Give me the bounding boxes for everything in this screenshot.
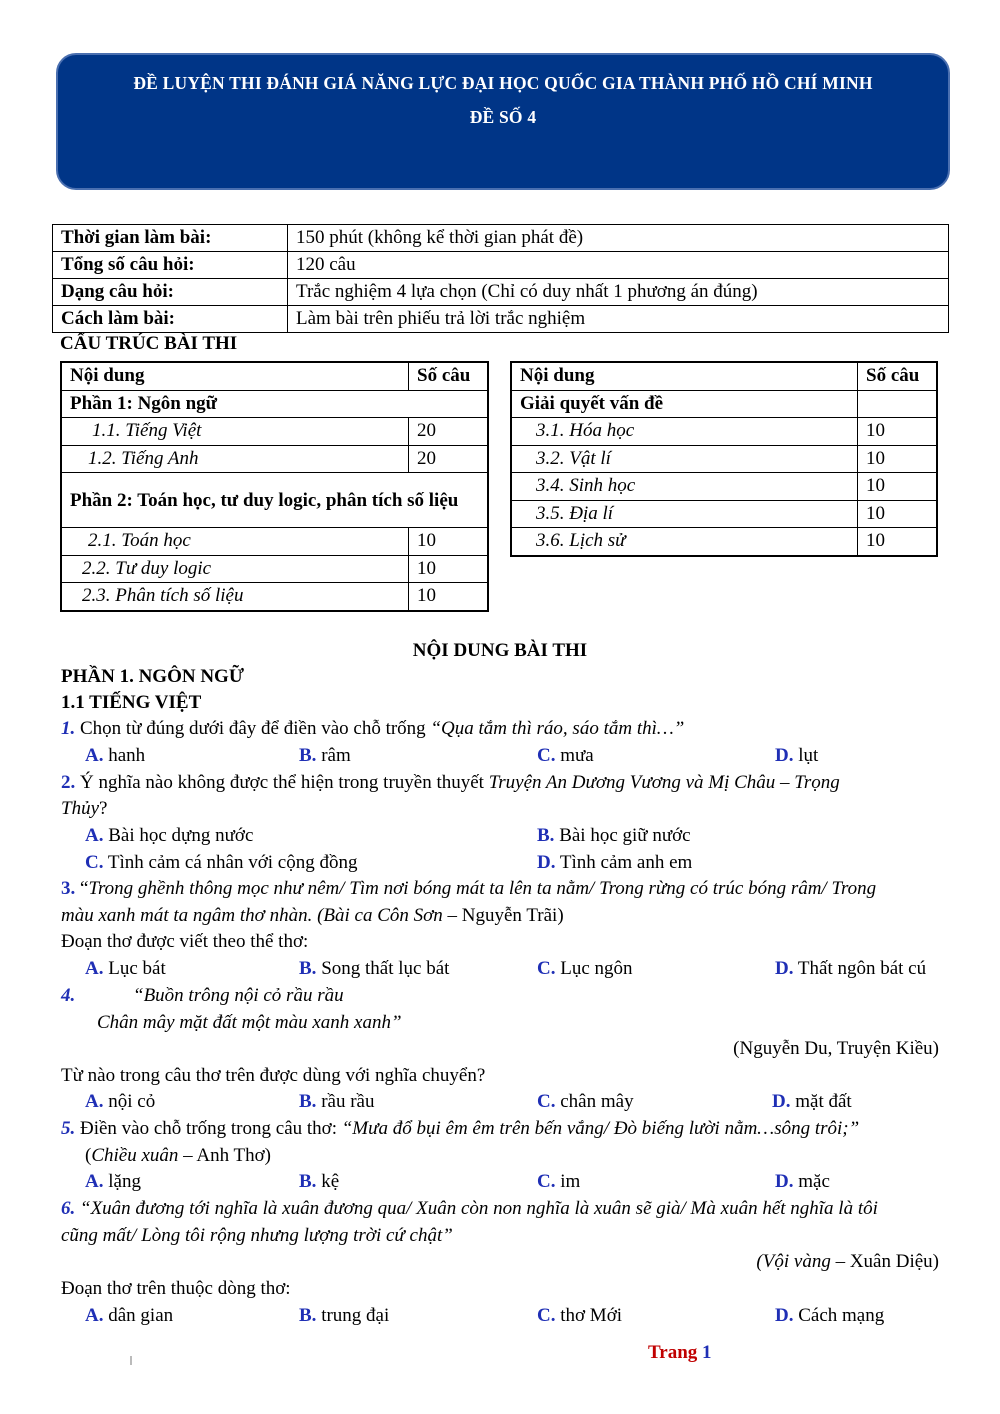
option-letter: B.	[299, 1171, 317, 1192]
option-a	[85, 745, 145, 767]
info-row	[53, 225, 949, 252]
row-name: 2.1. Toán học	[61, 528, 409, 556]
question-prompt: Từ nào trong câu thơ trên được dùng với nghĩa chuyển?	[61, 1065, 486, 1086]
table-header-row	[61, 362, 488, 390]
info-value: Làm bài trên phiếu trả lời trắc nghiệm	[288, 306, 949, 333]
option-b	[299, 745, 351, 767]
option-text: mưa	[560, 745, 594, 766]
option-text: râm	[321, 745, 351, 766]
option-b	[299, 958, 449, 980]
option-letter: D.	[775, 745, 794, 766]
table-header-row	[511, 362, 937, 390]
question-1	[61, 718, 684, 740]
info-label: Dạng câu hỏi:	[53, 279, 288, 306]
option-text: Thất ngôn bát cú	[797, 958, 927, 979]
option-letter: D.	[537, 852, 556, 873]
option-d	[775, 958, 926, 980]
row-count: 10	[858, 473, 938, 501]
option-letter: A.	[85, 958, 104, 979]
question-text: Chọn từ đúng dưới đây để điền vào chỗ trống	[80, 718, 431, 739]
part-heading: Phần 2: Toán học, tư duy logic, phân tích số liệu	[61, 473, 488, 528]
question-prompt: Đoạn thơ được viết theo thể thơ:	[61, 931, 309, 952]
option-letter: C.	[537, 1091, 556, 1112]
source-author: – Anh Thơ)	[178, 1145, 271, 1166]
question-quote: “Qụa tắm thì ráo, sáo tắm thì…”	[430, 718, 685, 739]
option-text: Tình cảm cá nhân với cộng đồng	[107, 852, 358, 873]
poem-source	[756, 1251, 939, 1273]
col-header-content: Nội dung	[61, 362, 409, 390]
table-row	[511, 473, 937, 501]
subpart-title: 1.1 TIẾNG VIỆT	[61, 692, 202, 713]
table-row	[61, 473, 488, 528]
option-text: Bài học giữ nước	[559, 825, 691, 846]
question-author: – Nguyễn Trãi)	[442, 905, 564, 926]
part-title: PHẦN 1. NGÔN NGỮ	[61, 666, 244, 687]
row-count: 10	[409, 583, 489, 611]
section-title: NỘI DUNG BÀI THI	[412, 640, 588, 661]
question-quote: “Mưa đổ bụi êm êm trên bến vắng/ Đò biếng lười nằm…sông trôi;”	[341, 1118, 860, 1139]
structure-table-left	[60, 361, 489, 612]
option-letter: D.	[775, 1171, 794, 1192]
info-row	[53, 279, 949, 306]
question-poem-cont: cũng mất/ Lòng tôi rộng nhưng lượng trời cứ chật”	[61, 1225, 453, 1246]
row-count: 10	[858, 445, 938, 473]
question-number: 2.	[61, 772, 76, 793]
option-c	[537, 958, 633, 980]
question-number: 5.	[61, 1118, 76, 1139]
option-d	[775, 1171, 830, 1193]
option-letter: A.	[85, 745, 104, 766]
option-text: Lục ngôn	[560, 958, 633, 979]
row-count: 20	[409, 418, 489, 446]
question-work: Truyện An Dương Vương và Mị Châu – Trọng	[488, 772, 840, 793]
row-name: 1.2. Tiếng Anh	[61, 445, 409, 473]
question-text: Điền vào chỗ trống trong câu thơ:	[75, 1118, 342, 1139]
table-row	[61, 583, 488, 611]
option-letter: D.	[775, 1305, 794, 1326]
option-letter: C.	[537, 1305, 556, 1326]
option-letter: B.	[299, 745, 317, 766]
info-row	[53, 306, 949, 333]
option-text: rầu rầu	[321, 1091, 375, 1112]
question-number: 6.	[61, 1198, 76, 1219]
option-c	[537, 1091, 634, 1113]
source-work: (Vội vàng	[756, 1251, 831, 1272]
question-6	[61, 1198, 878, 1220]
row-name: 3.6. Lịch sử	[511, 528, 858, 556]
option-text: dân gian	[108, 1305, 174, 1326]
option-a	[85, 958, 166, 980]
row-name: 3.5. Địa lí	[511, 500, 858, 528]
part-heading: Phần 1: Ngôn ngữ	[61, 390, 488, 418]
option-b	[299, 1171, 339, 1193]
page-number: 1	[702, 1342, 712, 1363]
col-header-count: Số câu	[409, 362, 489, 390]
question-2	[61, 772, 840, 794]
row-count: 10	[858, 528, 938, 556]
question-number: 1.	[61, 718, 76, 739]
row-count: 20	[409, 445, 489, 473]
question-number: 4.	[61, 985, 76, 1006]
option-letter: C.	[537, 745, 556, 766]
option-text: hanh	[108, 745, 146, 766]
option-c	[537, 1171, 580, 1193]
exam-number: ĐỀ SỐ 4	[469, 107, 537, 127]
table-row	[61, 528, 488, 556]
option-letter: D.	[775, 958, 794, 979]
info-label: Tổng số câu hỏi:	[53, 252, 288, 279]
option-text: Tình cảm anh em	[559, 852, 693, 873]
table-row	[61, 418, 488, 446]
structure-table-right	[510, 361, 938, 557]
table-row	[511, 390, 937, 418]
table-row	[511, 500, 937, 528]
question-text: Ý nghĩa nào không được thể hiện trong truyền thuyết	[80, 772, 489, 793]
option-letter: A.	[85, 1171, 104, 1192]
part-heading: Giải quyết vấn đề	[511, 390, 858, 418]
question-poem: “Xuân đương tới nghĩa là xuân đương qua/ Xuân còn non nghĩa là xuân sẽ già/ Mà xuân hết nghĩa là tôi	[75, 1198, 878, 1219]
option-d	[772, 1091, 852, 1113]
option-text: Lục bát	[108, 958, 166, 979]
question-poem: Trong ghềnh thông mọc như nêm/ Tìm nơi bóng mát ta lên ta nằm/ Trong rừng có trúc bóng râm/ Trong	[88, 878, 877, 899]
info-row	[53, 252, 949, 279]
source-author: – Xuân Diệu)	[830, 1251, 939, 1272]
option-text: mặc	[798, 1171, 830, 1192]
option-letter: B.	[299, 1305, 317, 1326]
poem-line: “Buồn trông nội cỏ rầu rầu	[133, 985, 344, 1006]
option-letter: C.	[537, 958, 556, 979]
question-3	[61, 878, 876, 900]
option-letter: A.	[85, 825, 104, 846]
quote-open: “	[75, 878, 89, 899]
row-count: 10	[409, 528, 489, 556]
option-text: nội cỏ	[108, 1091, 156, 1112]
row-count: 10	[858, 418, 938, 446]
row-name: 2.2. Tư duy logic	[61, 555, 409, 583]
row-count: 10	[858, 500, 938, 528]
option-letter: A.	[85, 1091, 104, 1112]
option-a	[85, 825, 253, 847]
option-c	[85, 852, 358, 874]
option-text: trung đại	[321, 1305, 390, 1326]
row-name: 3.1. Hóa học	[511, 418, 858, 446]
question-3-cont	[61, 905, 564, 927]
option-letter: C.	[85, 852, 104, 873]
table-row	[61, 390, 488, 418]
option-letter: D.	[772, 1091, 791, 1112]
option-text: kệ	[321, 1171, 340, 1192]
option-c	[537, 1305, 622, 1327]
exam-info-table	[52, 224, 949, 333]
option-text: Bài học dựng nước	[108, 825, 254, 846]
row-name: 1.1. Tiếng Việt	[61, 418, 409, 446]
row-count: 10	[409, 555, 489, 583]
question-5	[61, 1118, 859, 1140]
table-row	[61, 445, 488, 473]
option-text: Cách mạng	[798, 1305, 885, 1326]
option-letter: B.	[299, 1091, 317, 1112]
option-text: mặt đất	[795, 1091, 852, 1112]
info-value: 120 câu	[288, 252, 949, 279]
question-number: 3.	[61, 878, 76, 899]
option-text: chân mây	[560, 1091, 634, 1112]
info-label: Thời gian làm bài:	[53, 225, 288, 252]
table-row	[511, 445, 937, 473]
option-text: lặng	[108, 1171, 141, 1192]
option-d	[537, 852, 692, 874]
table-row	[511, 418, 937, 446]
row-name: 2.3. Phân tích số liệu	[61, 583, 409, 611]
col-header-count: Số câu	[858, 362, 938, 390]
exam-title: ĐỀ LUYỆN THI ĐÁNH GIÁ NĂNG LỰC ĐẠI HỌC QUỐC GIA THÀNH PHỐ HỒ CHÍ MINH	[133, 73, 873, 93]
option-text: Song thất lục bát	[321, 958, 450, 979]
option-d	[775, 745, 818, 767]
scan-mark	[130, 1356, 132, 1365]
question-source	[85, 1145, 271, 1167]
question-poem-cont: màu xanh mát ta ngâm thơ nhàn. (Bài ca Côn Sơn	[61, 905, 443, 926]
structure-title: CẤU TRÚC BÀI THI	[60, 333, 238, 354]
info-label: Cách làm bài:	[53, 306, 288, 333]
option-text: lụt	[798, 745, 819, 766]
option-letter: B.	[299, 958, 317, 979]
source-work: Chiều xuân	[91, 1145, 179, 1166]
option-b	[299, 1305, 389, 1327]
option-d	[775, 1305, 884, 1327]
info-value: Trắc nghiệm 4 lựa chọn (Chỉ có duy nhất 1 phương án đúng)	[288, 279, 949, 306]
row-name: 3.2. Vật lí	[511, 445, 858, 473]
option-a	[85, 1091, 155, 1113]
question-2-cont	[61, 798, 107, 820]
row-name: 3.4. Sinh học	[511, 473, 858, 501]
row-count-empty	[858, 390, 938, 418]
poem-source: (Nguyễn Du, Truyện Kiều)	[733, 1038, 939, 1059]
option-a	[85, 1305, 173, 1327]
question-work-cont: Thủy	[61, 798, 99, 819]
option-b	[537, 825, 691, 847]
option-letter: B.	[537, 825, 555, 846]
table-row	[511, 528, 937, 556]
question-end: ?	[99, 798, 108, 819]
title-banner	[56, 53, 950, 190]
page-label: Trang	[648, 1342, 698, 1363]
col-header-content: Nội dung	[511, 362, 858, 390]
option-b	[299, 1091, 374, 1113]
question-prompt: Đoạn thơ trên thuộc dòng thơ:	[61, 1278, 291, 1299]
option-letter: C.	[537, 1171, 556, 1192]
source-open: (	[85, 1145, 92, 1166]
poem-line: Chân mây mặt đất một màu xanh xanh”	[97, 1012, 402, 1033]
option-text: im	[560, 1171, 581, 1192]
option-a	[85, 1171, 141, 1193]
option-text: thơ Mới	[560, 1305, 623, 1326]
info-value: 150 phút (không kể thời gian phát đề)	[288, 225, 949, 252]
option-c	[537, 745, 594, 767]
table-row	[61, 555, 488, 583]
option-letter: A.	[85, 1305, 104, 1326]
page-footer	[648, 1342, 712, 1364]
